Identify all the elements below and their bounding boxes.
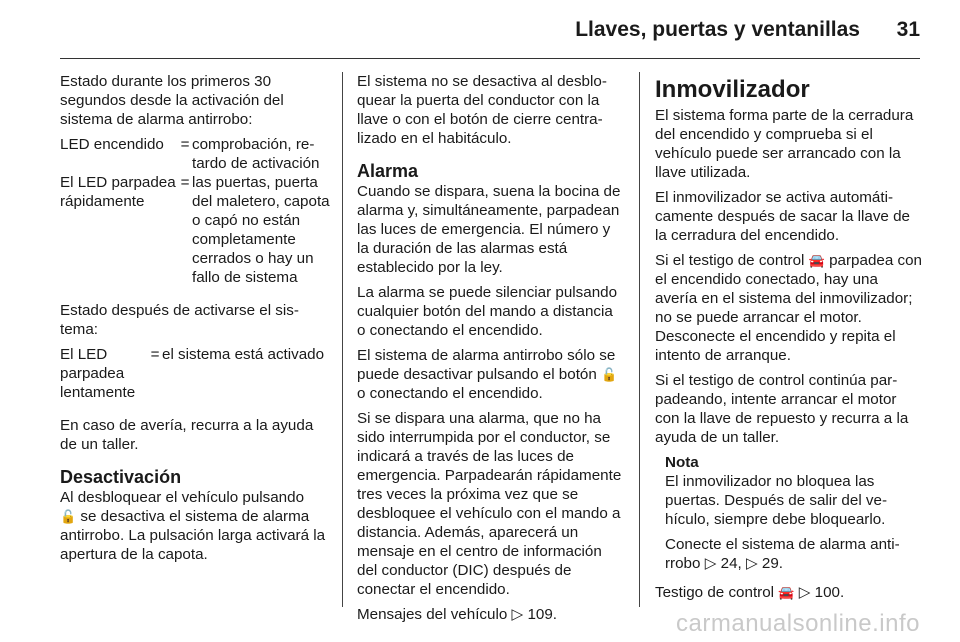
table-row: [60, 345, 330, 402]
unlock-icon: 🔓: [601, 367, 618, 382]
reference-arrow-icon: ▷: [511, 606, 524, 623]
note-box: [665, 453, 923, 573]
immobilizer-warning-icon: 🚘: [778, 585, 795, 600]
status-table-1: [60, 135, 330, 287]
text: El sistema de alarma antirrobo sólo se puede desactivar pulsando el botón: [357, 347, 616, 383]
paragraph: En caso de avería, recurra a la ayuda de un taller.: [60, 417, 314, 453]
header-divider: [60, 58, 920, 59]
table-equals: =: [180, 174, 190, 191]
column-2: [357, 72, 622, 630]
paragraph: Estado durante los primeros 30 segundos desde la activación del sistema de alarma antirrobo:: [60, 73, 284, 128]
watermark: carmanualsonline.info: [676, 610, 920, 637]
reference-arrow-icon: ▷: [798, 584, 811, 601]
page-reference[interactable]: 109.: [527, 606, 557, 623]
column-1: [60, 72, 330, 570]
text: Testigo de control: [655, 584, 775, 601]
table-term: El LED parpadea rápidamente: [60, 174, 176, 210]
table-desc: el sistema está activado: [162, 346, 325, 363]
paragraph: La alarma se puede silenciar pulsando cualquier botón del mando a distancia o conectando el encendido.: [357, 284, 618, 339]
section-heading-inmovilizador: Inmovilizador: [655, 76, 810, 103]
immobilizer-warning-icon: 🚘: [808, 253, 825, 268]
text: Al desbloquear el vehículo pulsando: [60, 489, 305, 506]
paragraph: El sistema forma parte de la cerradura del encendido y comprueba si el vehículo puede ser arrancado con la llave utilizada.: [655, 107, 914, 181]
text: Conecte el sistema de alarma antirrobo: [665, 536, 900, 572]
table-desc: comprobación, retardo de activación: [192, 136, 320, 172]
paragraph: Estado después de activarse el sistema:: [60, 302, 299, 338]
header-title: Llaves, puertas y ventanillas: [575, 18, 860, 41]
note-label: Nota: [665, 454, 699, 471]
reference-arrow-icon: ▷: [704, 555, 717, 572]
table-row: [60, 135, 330, 173]
table-row: [60, 173, 330, 287]
paragraph: Si el testigo de control continúa parpadeando, intente arrancar el motor con la llave de repuesto y recurra a la ayuda de un taller.: [655, 372, 909, 446]
note-paragraph: El inmovilizador no bloquea las puertas. Después de salir del vehículo, siempre debe bloquearlo.: [665, 473, 888, 528]
section-heading-alarma: Alarma: [357, 161, 419, 181]
note-paragraph: [665, 535, 923, 573]
paragraph: [655, 583, 923, 602]
paragraph: El sistema no se desactiva al desbloquear la puerta del conductor con la llave o con el botón de cierre centralizado en el habitáculo.: [357, 73, 607, 147]
paragraph: El inmovilizador se activa automáticamente después de sacar la llave de la cerradura del encendido.: [655, 189, 910, 244]
table-term: El LED parpadea lentamente: [60, 346, 136, 401]
paragraph: [357, 346, 622, 403]
table-desc: las puertas, puerta del maletero, capota o capó no están completamente cerrados o hay un fallo de sistema: [192, 174, 330, 286]
text: Si el testigo de control: [655, 252, 805, 269]
paragraph: Si se dispara una alarma, que no ha sido interrumpida por el conductor, se indicará a través de las luces de emergencia. Parpadearán rápidamente tres veces la próxima vez que se desbloquee el vehículo con el mando a distancia. Además, aparecerá un mensaje en el centro de información del conductor (DIC) después de conectar el encendido.: [357, 410, 622, 598]
column-divider-1: [342, 72, 343, 607]
paragraph: [655, 251, 923, 365]
column-divider-2: [639, 72, 640, 607]
text: se desactiva el sistema de alarma antirrobo. La pulsación larga activará la apertura de la capota.: [60, 508, 326, 563]
reference-arrow-icon: ▷: [745, 555, 758, 572]
text: parpadea con el encendido conectado, hay una avería en el sistema del inmovilizador; no se puede arrancar el motor. Desconecte el encendido y repita el intento de arranque.: [655, 252, 922, 364]
text: Mensajes del vehículo: [357, 606, 508, 623]
unlock-icon: 🔓: [60, 509, 77, 524]
table-equals: =: [180, 136, 190, 153]
paragraph: Cuando se dispara, suena la bocina de alarma y, simultáneamente, parpadean las luces de emergencia. El número y la duración de las alarmas está establecido por la ley.: [357, 183, 621, 276]
page-reference[interactable]: 100.: [814, 584, 845, 601]
page-reference[interactable]: 24,: [720, 555, 742, 572]
table-equals: =: [150, 346, 160, 363]
text: o conectando el encendido.: [357, 385, 543, 402]
status-table-2: [60, 345, 330, 402]
paragraph: [357, 605, 622, 624]
section-heading-desactivacion: Desactivación: [60, 467, 182, 487]
column-3: [655, 72, 923, 608]
paragraph: [60, 488, 330, 564]
table-term: LED encendido: [60, 136, 164, 153]
page-number: 31: [896, 18, 920, 41]
page-reference[interactable]: 29.: [761, 555, 784, 572]
